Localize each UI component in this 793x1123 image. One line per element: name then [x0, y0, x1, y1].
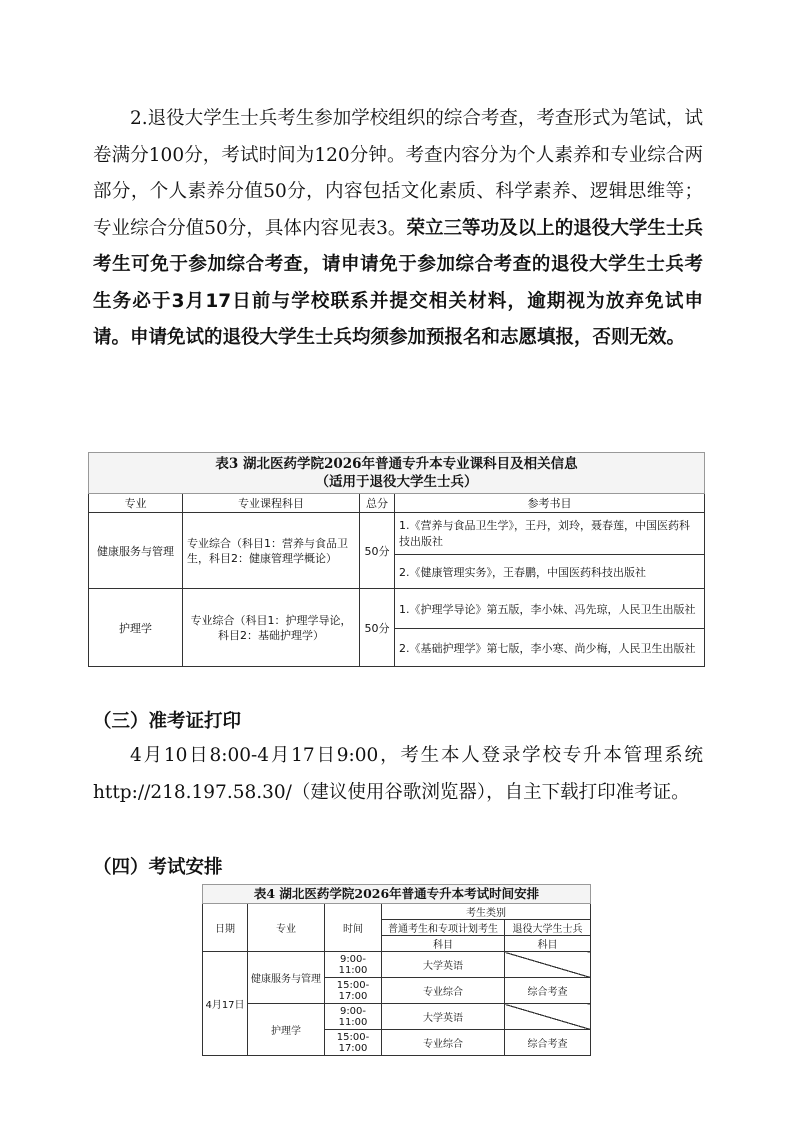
- table4-time: 15:00-17:00: [325, 978, 382, 1004]
- table3-caption: [89, 453, 705, 494]
- table4-header-date: 日期: [203, 904, 248, 952]
- table3-book: 2.《健康管理实务》，王春鹏，中国医药科技出版社: [395, 555, 705, 589]
- section3-paragraph: [93, 738, 703, 811]
- table3-header-subjects: 专业课程科目: [183, 494, 360, 513]
- section2-text: 2.退役大学生士兵考生参加学校组织的综合考查，考查形式为笔试，试卷满分100分，考试时间为120分钟。考查内容分为个人素养和专业综合两部分，个人素养分值50分，内容包括文化素质、科学素养、逻辑思维等；专业综合分值50分，具体内容见表3。: [93, 108, 703, 239]
- table4-time: 9:00-11:00: [325, 952, 382, 978]
- table4-date: 4月17日: [203, 952, 248, 1056]
- table-row: [89, 589, 705, 629]
- section2-bold-text: 荣立三等功及以上的退役大学生士兵考生可免于参加综合考查，请申请免于参加综合考查的退役大学生士兵考生务必于3月17日前与学校联系并提交相关材料，逾期视为放弃免试申请。申请免试的退役大学生士兵均须参加预报名和志愿填报，否则无效。: [93, 217, 703, 348]
- table4-veteran-subject: [505, 952, 591, 978]
- table3-book: 2.《基础护理学》第七版，李小寒、尚少梅，人民卫生出版社: [395, 629, 705, 667]
- table-row: [203, 952, 591, 978]
- table3-header-books: 参考书目: [395, 494, 705, 513]
- table3-book: 1.《营养与食品卫生学》，王丹，刘玲，聂春莲，中国医药科技出版社: [395, 513, 705, 555]
- table3-score: 50分: [360, 589, 395, 667]
- section3-heading: （三）准考证打印: [93, 711, 242, 732]
- table4: [202, 884, 591, 1056]
- table-row: [203, 1004, 591, 1030]
- table3-caption-line2: （适用于退役大学生士兵）: [315, 474, 478, 490]
- section2-paragraph: [93, 101, 703, 357]
- table4-major: 健康服务与管理: [248, 952, 325, 1004]
- table4-caption: 表4 湖北医药学院2026年普通专升本考试时间安排: [203, 885, 591, 904]
- table4-veteran-subject: 综合考查: [505, 978, 591, 1004]
- table4-major: 护理学: [248, 1004, 325, 1056]
- table3-major: 健康服务与管理: [89, 513, 183, 589]
- table4-veteran-subject: 综合考查: [505, 1030, 591, 1056]
- table3-subjects: 专业综合（科目1：营养与食品卫生，科目2：健康管理学概论）: [183, 513, 360, 589]
- table3-book: 1.《护理学导论》第五版，李小妹、冯先琼，人民卫生出版社: [395, 589, 705, 629]
- table4-header-subject-veteran: 科目: [505, 936, 591, 952]
- section3-text: 4月10日8:00-4月17日9:00，考生本人登录学校专升本管理系统http://218.197.58.30/（建议使用谷歌浏览器），自主下载打印准考证。: [93, 745, 703, 803]
- table4-time: 9:00-11:00: [325, 1004, 382, 1030]
- table4-header-category: 考生类别: [382, 904, 591, 920]
- table3: [88, 452, 705, 667]
- table4-regular-subject: 专业综合: [382, 978, 505, 1004]
- table4-header-time: 时间: [325, 904, 382, 952]
- table-row: [89, 513, 705, 555]
- table3-subjects: 专业综合（科目1：护理学导论，科目2：基础护理学）: [183, 589, 360, 667]
- table4-header-major: 专业: [248, 904, 325, 952]
- table4-regular-subject: 大学英语: [382, 952, 505, 978]
- table4-regular-subject: 大学英语: [382, 1004, 505, 1030]
- table3-major: 护理学: [89, 589, 183, 667]
- table4-header-subject-regular: 科目: [382, 936, 505, 952]
- section4-heading: （四）考试安排: [93, 857, 223, 878]
- table4-regular-subject: 专业综合: [382, 1030, 505, 1056]
- table3-header-major: 专业: [89, 494, 183, 513]
- table4-header-veteran: 退役大学生士兵: [505, 920, 591, 936]
- table4-time: 15:00-17:00: [325, 1030, 382, 1056]
- table3-header-score: 总分: [360, 494, 395, 513]
- table3-caption-line1: 表3 湖北医药学院2026年普通专升本专业课科目及相关信息: [215, 456, 578, 472]
- table4-veteran-subject: [505, 1004, 591, 1030]
- table3-score: 50分: [360, 513, 395, 589]
- table3-header-row: [89, 494, 705, 513]
- table4-header-regular: 普通考生和专项计划考生: [382, 920, 505, 936]
